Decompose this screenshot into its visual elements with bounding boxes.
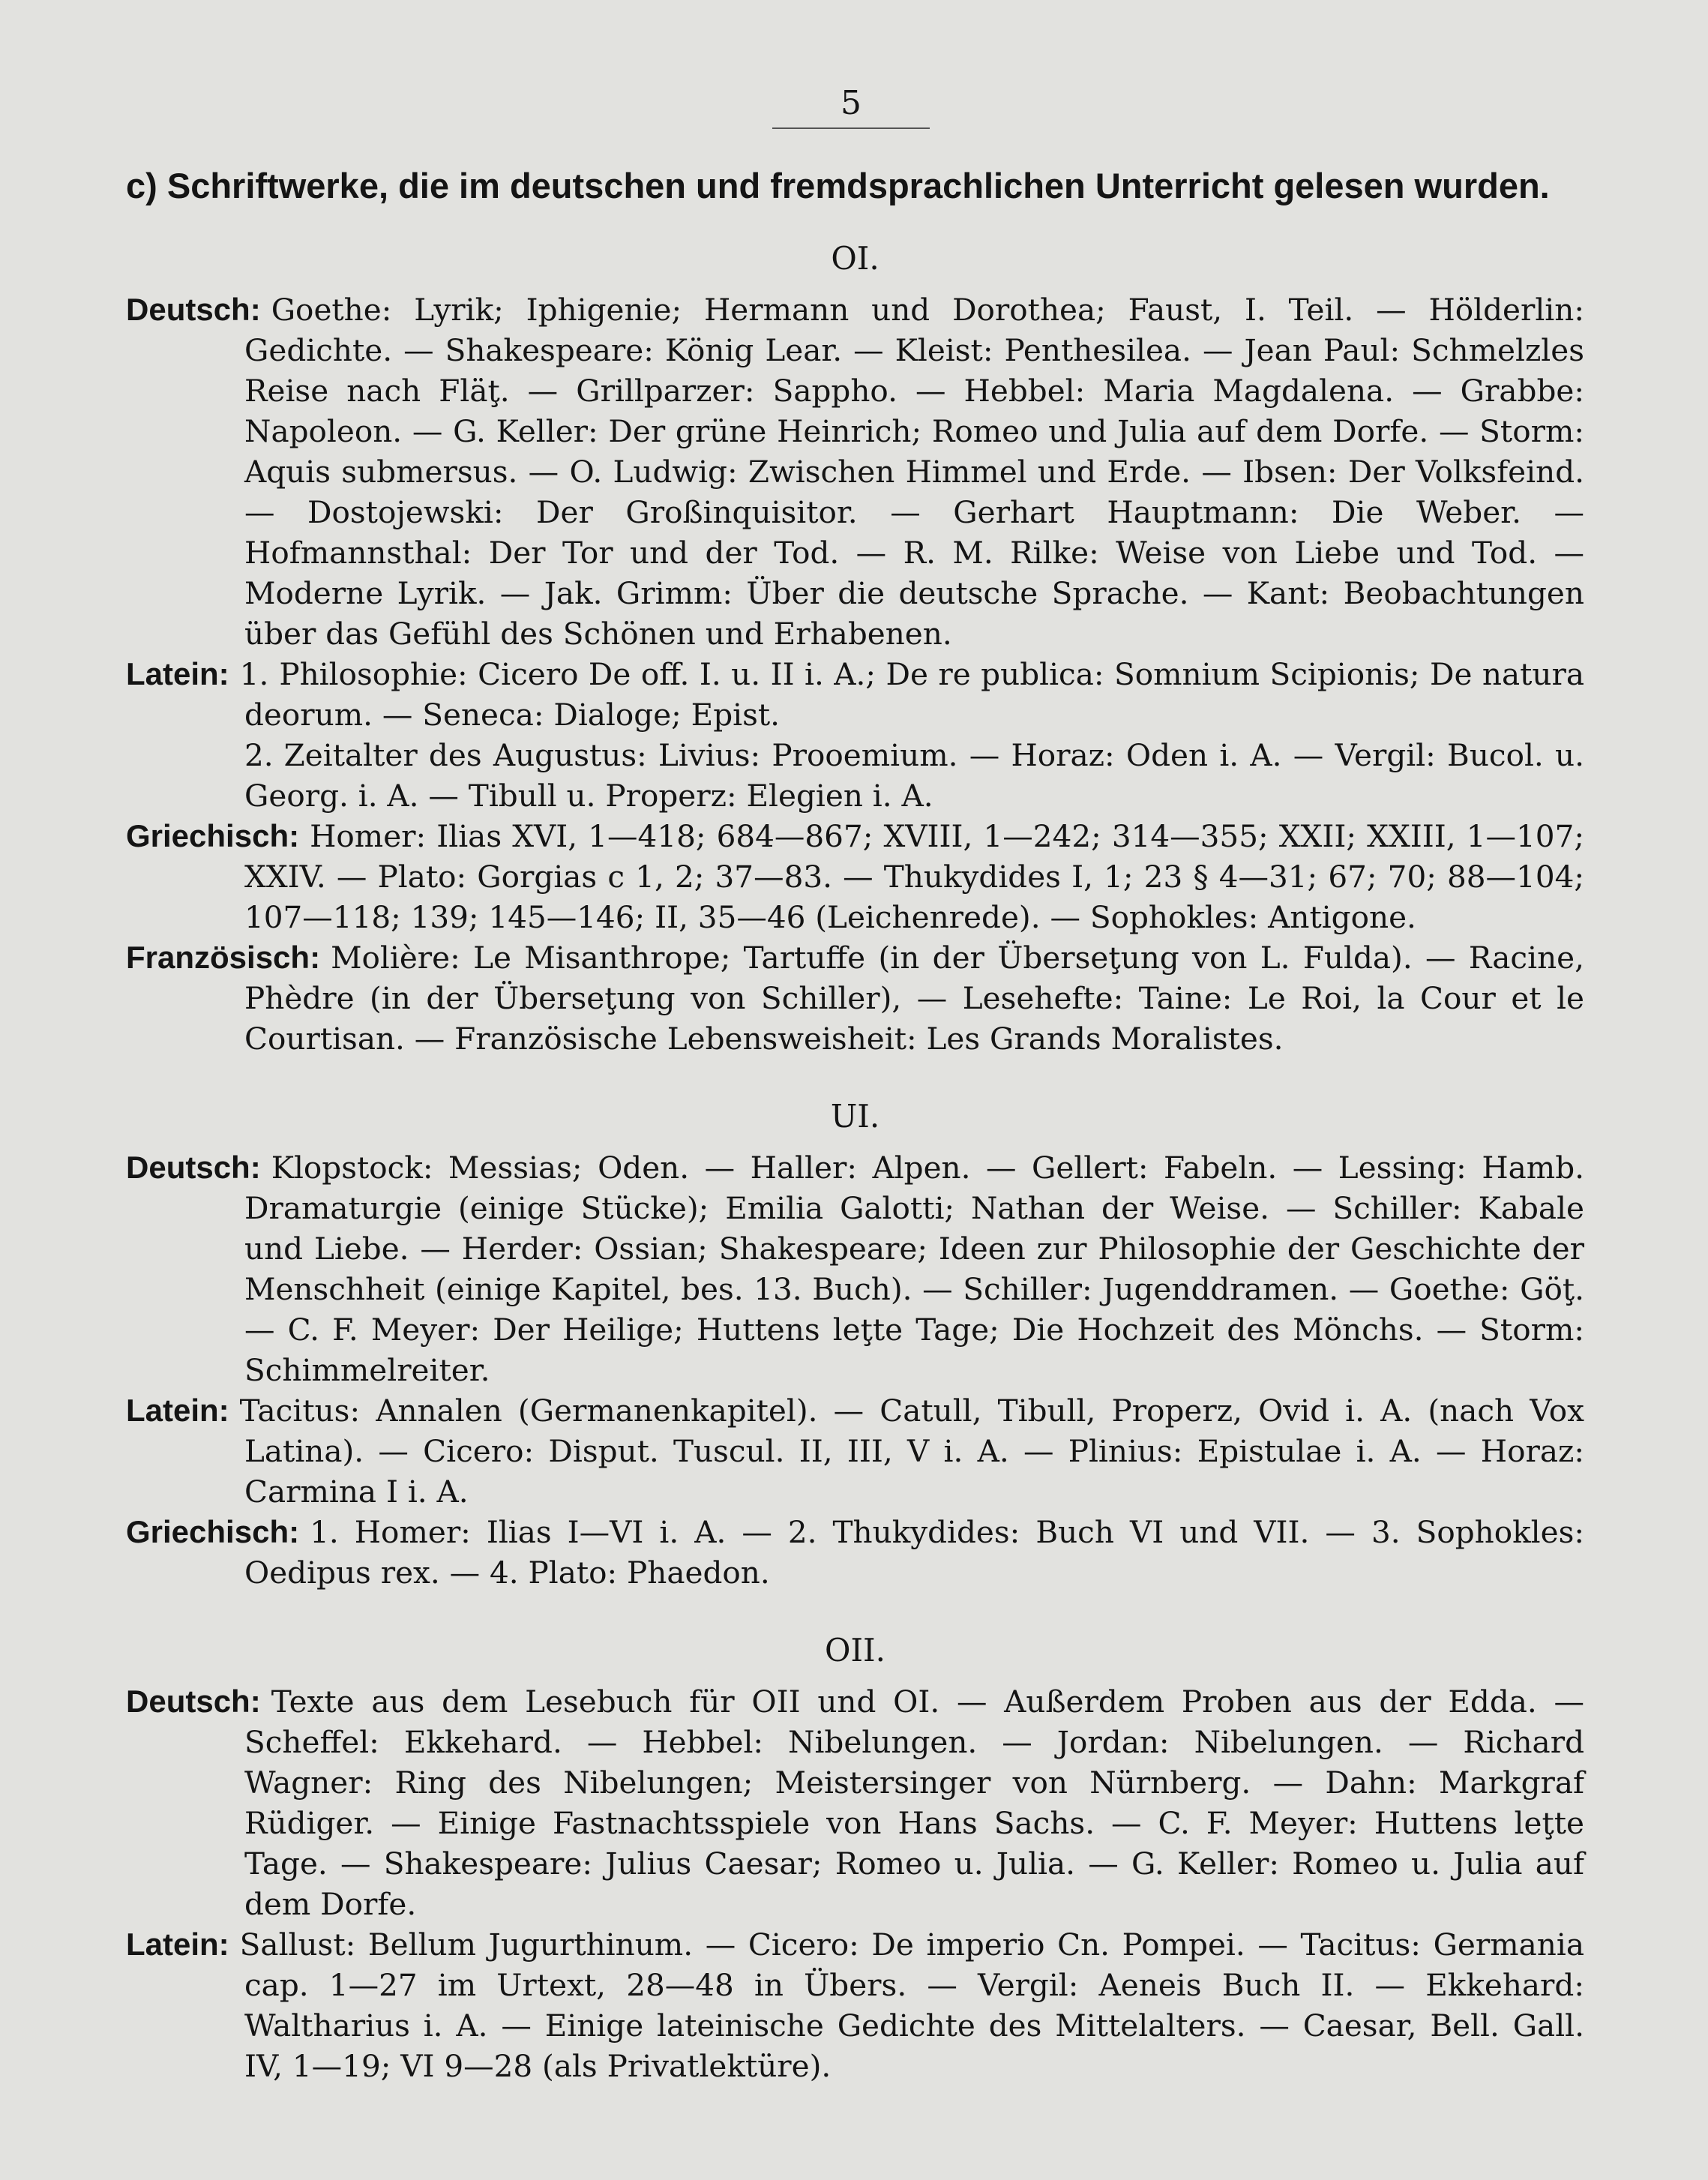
- entry-griechisch: [126, 816, 1584, 937]
- entry-text: Zeitalter des Augustus: Livius: Prooemium. — Horaz: Oden i. A. — Vergil: Bucol. u. Georg. i. A. — Tibull u. Properz: Elegien i. A.: [244, 737, 1584, 814]
- class-section-ui: [126, 1096, 1584, 1593]
- subject-label: Griechisch:: [126, 1514, 300, 1549]
- entry-franzoesisch: [126, 937, 1584, 1059]
- subject-label: Deutsch:: [126, 1684, 261, 1719]
- subject-label: Latein:: [126, 1927, 229, 1962]
- subject-label: Deutsch:: [126, 1150, 261, 1185]
- class-section-oii: [126, 1630, 1584, 2086]
- subject-label: Latein:: [126, 656, 229, 691]
- class-label: OII.: [825, 1632, 885, 1669]
- entry-text: Texte aus dem Lesebuch für OII und OI. — Außerdem Proben aus der Edda. — Scheffel: Ekkehard. — Hebbel: Nibelungen. — Jordan: Nibelungen. — Richard Wagner: Ring des Nibelungen; Meistersinger von Nürnberg. — Dahn: Markgraf Rüdiger. — Einige Fastnachtsspiele von Hans Sachs. — C. F. Meyer: Huttens leţte Tage. — Shakespeare: Julius Caesar; Romeo u. Julia. — G. Keller: Romeo u. Julia auf dem Dorfe.: [244, 1684, 1584, 1922]
- entry-deutsch: [126, 289, 1584, 654]
- entry-text: Goethe: Lyrik; Iphigenie; Hermann und Dorothea; Faust, I. Teil. — Hölderlin: Gedichte. — Shakespeare: König Lear. — Kleist: Penthesilea. — Jean Paul: Schmelzles Reise nach Fläţ. — Grillparzer: Sappho. — Hebbel: Maria Magdalena. — Grabbe: Napoleon. — G. Keller: Der grüne Heinrich; Romeo und Julia auf dem Dorfe. — Storm: Aquis submersus. — O. Ludwig: Zwischen Himmel und Erde. — Ibsen: Der Volksfeind. — Dostojewski: Der Großinquisitor. — Gerhart Hauptmann: Die Weber. — Hofmannsthal: Der Tor und der Tod. — R. M. Rilke: Weise von Liebe und Tod. — Moderne Lyrik. — Jak. Grimm: Über die deutsche Sprache. — Kant: Beobachtungen über das Gefühl des Schönen und Erhabenen.: [244, 292, 1584, 652]
- entry-latein-2: [126, 735, 1584, 816]
- entry-text: Homer: Ilias XVI, 1—418; 684—867; XVIII, 1—242; 314—355; XXII; XXIII, 1—107; XXIV. — Plato: Gorgias c 1, 2; 37—83. — Thukydides I, 1; 23 § 4—31; 67; 70; 88—104; 107—118; 139; 145—146; II, 35—46 (Leichenrede). — Sophokles: Antigone.: [244, 818, 1584, 935]
- entry-number: 1.: [239, 656, 269, 692]
- subject-label: Latein:: [126, 1393, 229, 1428]
- class-label: OI.: [831, 240, 879, 277]
- entry-text: Sallust: Bellum Jugurthinum. — Cicero: De imperio Cn. Pompei. — Tacitus: Germania cap. 1—27 im Urtext, 28—48 in Übers. — Vergil: Aeneis Buch II. — Ekkehard: Waltharius i. A. — Einige lateinische Gedichte des Mittelalters. — Caesar, Bell. Gall. IV, 1—19; VI 9—28 (als Privatlektüre).: [239, 1927, 1584, 2084]
- entry-latein: [126, 654, 1584, 735]
- subject-label: Französisch:: [126, 940, 321, 975]
- entry-latein: [126, 1924, 1584, 2086]
- entry-deutsch: [126, 1681, 1584, 1924]
- entry-number: 2.: [244, 737, 274, 773]
- entry-text: Tacitus: Annalen (Germanenkapitel). — Catull, Tibull, Properz, Ovid i. A. (nach Vox Latina). — Cicero: Disput. Tuscul. II, III, V i. A. — Plinius: Epistulae i. A. — Horaz: Carmina I i. A.: [239, 1393, 1584, 1510]
- subject-label: Griechisch:: [126, 818, 300, 853]
- section-heading: c) Schriftwerke, die im deutschen und fremdsprachlichen Unterricht gelesen wurden.: [126, 166, 1550, 205]
- entry-deutsch: [126, 1147, 1584, 1390]
- class-label: UI.: [830, 1098, 880, 1135]
- entry-griechisch: [126, 1512, 1584, 1593]
- entry-latein: [126, 1390, 1584, 1512]
- entry-text: 1. Homer: Ilias I—VI i. A. — 2. Thukydides: Buch VI und VII. — 3. Sophokles: Oedipus rex. — 4. Plato: Phaedon.: [244, 1514, 1584, 1591]
- entry-text: Molière: Le Misanthrope; Tartuffe (in der Überseţung von L. Fulda). — Racine, Phèdre (in der Überseţung von Schiller), — Lesehefte: Taine: Le Roi, la Cour et le Courtisan. — Französische Lebensweisheit: Les Grands Moralistes.: [244, 940, 1584, 1057]
- subject-label: Deutsch:: [126, 292, 261, 327]
- entry-text: Philosophie: Cicero De off. I. u. II i. A.; De re publica: Somnium Scipionis; De natura deorum. — Seneca: Dialoge; Epist.: [244, 656, 1584, 733]
- page-number: 5: [772, 84, 930, 129]
- content: [126, 238, 1584, 2086]
- entry-text: Klopstock: Messias; Oden. — Haller: Alpen. — Gellert: Fabeln. — Lessing: Hamb. Dramaturgie (einige Stücke); Emilia Galotti; Nathan der Weise. — Schiller: Kabale und Liebe. — Herder: Ossian; Shakespeare; Ideen zur Philosophie der Geschichte der Menschheit (einige Kapitel, bes. 13. Buch). — Schiller: Jugenddramen. — Goethe: Göţ. — C. F. Meyer: Der Heilige; Huttens leţte Tage; Die Hochzeit des Mönchs. — Storm: Schimmelreiter.: [244, 1150, 1584, 1388]
- class-section-oi: [126, 238, 1584, 1059]
